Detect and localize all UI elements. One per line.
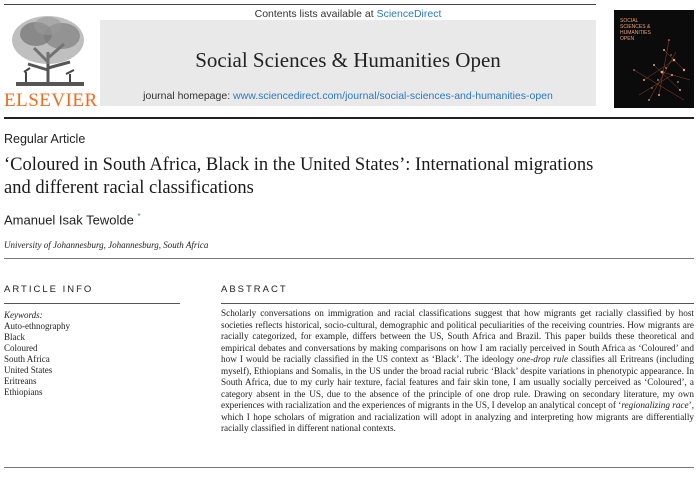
article-info-heading: ARTICLE INFO (4, 284, 94, 295)
keyword: Ethiopians (4, 387, 43, 397)
author-line (4, 212, 141, 227)
article-type: Regular Article (4, 132, 86, 146)
author-affiliation: University of Johannesburg, Johannesburg, South Africa (4, 240, 209, 250)
keyword: Auto-ethnography (4, 321, 70, 331)
keyword: South Africa (4, 354, 50, 364)
homepage-link[interactable]: www.sciencedirect.com/journal/social-sciences-and-humanities-open (233, 90, 553, 102)
author-name[interactable]: Amanuel Isak Tewolde (4, 212, 134, 228)
sciencedirect-link[interactable]: ScienceDirect (376, 8, 442, 20)
section-divider (4, 258, 694, 259)
contents-availability (100, 8, 596, 20)
cover-title: SOCIAL SCIENCES & HUMANITIES OPEN (620, 18, 651, 42)
elsevier-logo[interactable] (4, 12, 98, 111)
elsevier-tree-icon (8, 12, 92, 88)
keyword: United States (4, 365, 53, 375)
journal-homepage (100, 90, 596, 102)
abstract-heading: ABSTRACT (221, 284, 288, 295)
elsevier-wordmark: ELSEVIER (4, 90, 98, 111)
contents-prefix: Contents lists available at (254, 8, 377, 20)
article-info-rule (4, 303, 180, 304)
keyword: Coloured (4, 343, 38, 353)
journal-title[interactable]: Social Sciences & Humanities Open (195, 48, 501, 72)
keyword: Black (4, 332, 25, 342)
homepage-prefix: journal homepage: (143, 90, 234, 102)
journal-cover-image[interactable] (614, 10, 694, 108)
header-bottom-rule (4, 117, 694, 119)
abstract-rule (221, 303, 694, 304)
keyword: Eritreans (4, 376, 37, 386)
header-top-rule (4, 4, 596, 5)
bottom-divider (4, 467, 694, 468)
abstract-text: Scholarly conversations on immigration and racial classifications suggest that how migrants get racially classified by host societies reflects historical, socio-cultural, demographic and political peculiarities of the receiving countries. How migrants are racially categorized, for example, differs between the US, South Africa and Brazil. This paper builds these theoretical and empirical debates and conversations by making comparisons on how I am racially perceived in South Africa as ‘Coloured’ and how I would be racially classified in the US context as ‘Black’. The ideology one-drop rule classifies all Eritreans (including myself), Ethiopians and Somalis, in the US under the broad racial rubric ‘Black’ despite variations in phenotypic appearance. In South Africa, due to my curly hair texture, facial features and fair skin tone, I am usually socially perceived as ‘Coloured’, a category absent in the US, due to the absence of the principle of one drop rule. Drawing on secondary literature, my own experiences with racialization and the experiences of migrants in the US, I develop an analytical concept of ‘regionalizing race’, which I hope scholars of migration and racialization will adopt in analyzing and interpreting how migrants are differentially racially classified in different national contexts. (221, 308, 694, 433)
author-marker[interactable]: * (137, 212, 141, 221)
keywords-list (4, 321, 70, 398)
keywords-label: Keywords: (4, 310, 43, 320)
article-title: ‘Coloured in South Africa, Black in the United States’: International migrations and different racial classifications (4, 155, 594, 198)
